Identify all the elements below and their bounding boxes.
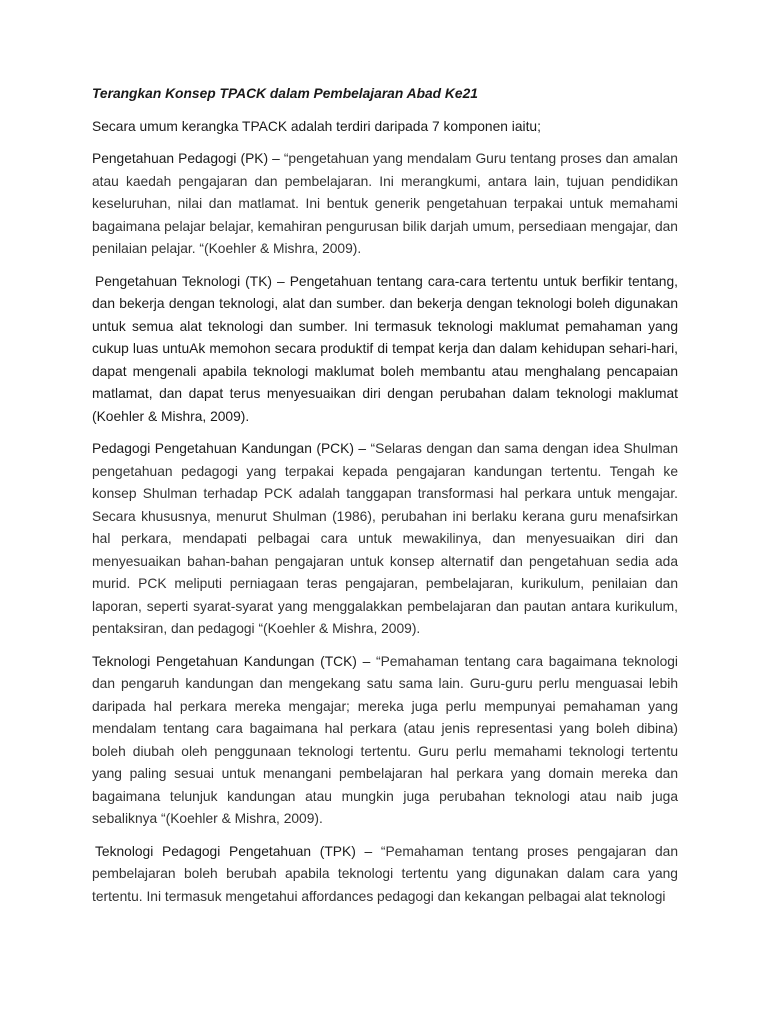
paragraph-quote: “pengetahuan yang mendalam Guru tentang proses dan amalan atau kaedah pengajaran dan pembelajaran. Ini merangkumi, antara lain, tujuan pendidikan keseluruhan, nilai dan matlamat. Ini bentuk generik pengetahuan terpakai untuk memahami bagaimana pelajar belajar, kemahiran pengurusan bilik darjah umum, persediaan mengajar, dan penilaian pelajar. “(Koehler & Mishra, 2009). [92, 151, 678, 256]
paragraph-quote: “Selaras dengan dan sama dengan idea Shulman pengetahuan pedagogi yang terpakai kepada pengajaran kandungan tertentu. Tengah ke konsep Shulman terhadap PCK adalah tanggapan transformasi hal perkara untuk mengajar. Secara khususnya, menurut Shulman (1986), perubahan ini berlaku kerana guru menafsirkan hal perkara, mendapati pelbagai cara untuk mewakilinya, dan menyesuaikan diri dan menyesuaikan bahan-bahan pengajaran untuk konsep alternatif dan pengetahuan sedia ada murid. PCK meliputi perniagaan teras pengajaran, pembelajaran, kurikulum, penilaian dan laporan, seperti syarat-syarat yang menggalakkan pembelajaran dan pautan antara kurikulum, pentaksiran, dan pedagogi “(Koehler & Mishra, 2009). [92, 441, 679, 636]
paragraph-quote: “Pemahaman tentang cara bagaimana teknologi dan pengaruh kandungan dan mengekang satu sama lain. Guru-guru perlu menguasai lebih daripada hal perkara mereka mengajar; mereka juga perlu mempunyai pemahaman yang mendalam tentang cara bagaimana hal perkara (atau jenis representasi yang boleh dibina) boleh diubah oleh penggunaan teknologi tertentu. Guru perlu memahami teknologi tertentu yang paling sesuai untuk menangani pembelajaran hal perkara yang domain mereka dan bagaimana telunjuk kandungan atau mungkin juga perubahan teknologi atau naib juga sebaliknya “(Koehler & Mishra, 2009). [92, 653, 678, 826]
paragraph-tk [92, 271, 678, 429]
paragraph-lead: Pengetahuan Pedagogi (PK) – [92, 151, 284, 166]
paragraph-lead: Pedagogi Pengetahuan Kandungan (PCK) – [92, 441, 371, 456]
paragraph-intro [92, 116, 678, 139]
paragraph-pk [92, 148, 678, 261]
paragraph-lead: Teknologi Pengetahuan Kandungan (TCK) – [92, 653, 376, 669]
paragraph-tpk [92, 841, 678, 909]
paragraph-text: Pengetahuan Teknologi (TK) – Pengetahuan tentang cara-cara tertentu untuk berfikir tentang, dan bekerja dengan teknologi, alat dan sumber. dan bekerja dengan teknologi boleh digunakan untuk semua alat teknologi dan sumber. Ini termasuk teknologi maklumat pemahaman yang cukup luas untuAk memohon secara produktif di tempat kerja dan dalam kehidupan sehari-hari, dapat mengenali apabila teknologi maklumat boleh membantu atau menghalang pencapaian matlamat, dan dapat terus menyesuaikan diri dengan perubahan dalam teknologi maklumat (Koehler & Mishra, 2009). [92, 273, 678, 424]
paragraph-lead: Teknologi Pedagogi Pengetahuan (TPK) – [95, 843, 381, 859]
paragraph-quote: “Pemahaman tentang proses pengajaran dan pembelajaran boleh berubah apabila teknologi tertentu yang digunakan dalam cara yang tertentu. Ini termasuk mengetahui affordances pedagogi dan kekangan pelbagai alat teknologi [92, 843, 678, 904]
paragraph-tck [92, 651, 678, 831]
paragraph-text: Secara umum kerangka TPACK adalah terdiri daripada 7 komponen iaitu; [92, 118, 541, 134]
document-title: Terangkan Konsep TPACK dalam Pembelajaran Abad Ke21 [92, 86, 478, 101]
paragraph-pck [92, 438, 678, 641]
